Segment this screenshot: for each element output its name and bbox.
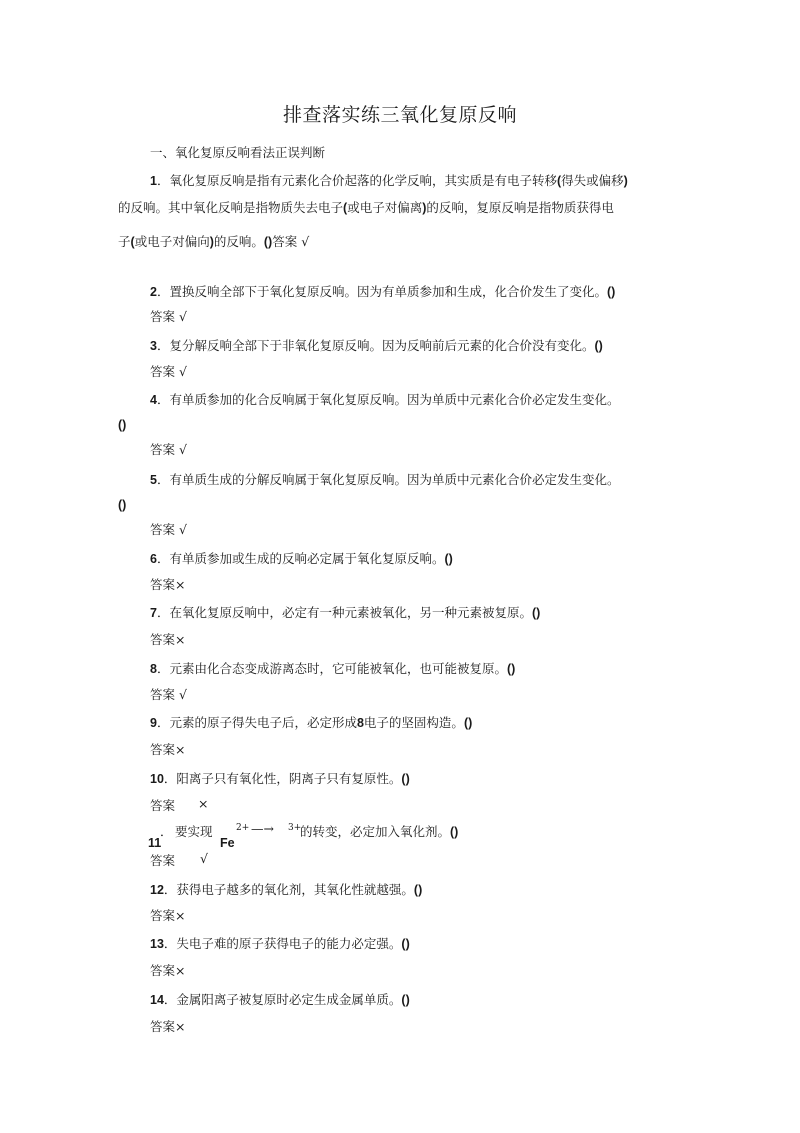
question-number: 13 (150, 937, 164, 951)
question-number: 5 (150, 473, 157, 487)
answer-7: 答案× (150, 632, 186, 647)
question-13: 13．失电子难的原子获得电子的能力必定强。() (150, 936, 410, 951)
answer-blank: () (118, 418, 127, 432)
answer-12: 答案× (150, 908, 186, 923)
answer-blank: () (118, 498, 127, 512)
question-11-sup-1: 2+ (236, 823, 250, 833)
question-9: 9．元素的原子得失电子后，必定形成8电子的坚固构造。() (150, 715, 473, 730)
question-1-line-2: 的反响。其中氧化反响是指物质失去电子(或电子对偏离)的反响，复原反响是指物质获得电 (118, 200, 614, 215)
answer-blank: () (531, 606, 541, 620)
section-heading: 一、氧化复原反响看法正误判断 (150, 145, 326, 160)
answer-blank: () (594, 339, 603, 353)
question-12: 12．获得电子越多的氧化剂，其氧化性就越强。() (150, 882, 423, 897)
answer-11-mark: √ (200, 851, 208, 866)
question-14: 14．金属阳离子被复原时必定生成金属单质。() (150, 992, 410, 1007)
question-number: 12 (150, 883, 164, 897)
question-6: 6．有单质参加或生成的反响必定属于氧化复原反响。() (150, 551, 453, 566)
answer-8: 答案 √ (150, 687, 187, 702)
question-number: 6 (150, 552, 157, 566)
question-5: 5．有单质生成的分解反响属于氧化复原反响。因为单质中元素化合价必定发生变化。 (150, 472, 620, 487)
question-number: 11 (148, 836, 162, 850)
question-number: 9 (150, 716, 157, 730)
answer-3: 答案 √ (150, 364, 187, 379)
question-number: 4 (150, 393, 157, 407)
question-number: 2 (150, 285, 157, 299)
answer-blank: () (506, 662, 516, 676)
question-number: 1 (150, 174, 157, 188)
answer-blank: () (413, 883, 423, 897)
page-title: 排查落实练三氧化复原反响 (282, 104, 517, 126)
answer-10-label: 答案 (150, 798, 176, 813)
question-number: 14 (150, 993, 164, 1007)
question-number: 10 (150, 772, 164, 786)
question-11-text-b: 的转变，必定加入氧化剂。() (300, 824, 459, 839)
answer-10-mark: × (198, 796, 209, 811)
answer-blank: () (401, 937, 410, 951)
question-number: 8 (150, 662, 157, 676)
question-10: 10．阳离子只有氧化性，阴离子只有复原性。() (150, 771, 410, 786)
answer-14: 答案× (150, 1019, 186, 1034)
answer-2: 答案 √ (150, 309, 187, 324)
answer-5: 答案 √ (150, 522, 187, 537)
question-number: 3 (150, 339, 157, 353)
question-11-text-a: 要实现 (175, 824, 213, 839)
question-11-sup-2: 3+ (288, 823, 302, 833)
question-1-line-1: 1．氧化复原反响是指有元素化合价起落的化学反响，其实质是有电子转移(得失或偏移) (150, 173, 628, 188)
answer-9: 答案× (150, 742, 186, 757)
answer-blank: () (463, 716, 473, 730)
question-3: 3．复分解反响全部下于非氧化复原反响。因为反响前后元素的化合价没有变化。() (150, 338, 603, 353)
question-2: 2．置换反响全部下于氧化复原反响。因为有单质参加和生成，化合价发生了变化。() (150, 284, 616, 299)
answer-blank: () (444, 552, 453, 566)
question-4: 4．有单质参加的化合反响属于氧化复原反响。因为单质中元素化合价必定发生变化。 (150, 392, 620, 407)
question-7: 7．在氧化复原反响中，必定有一种元素被氧化，另一种元素被复原。() (150, 605, 541, 620)
question-number: 7 (150, 606, 157, 620)
answer-blank: () (401, 772, 410, 786)
answer-13: 答案× (150, 963, 186, 978)
answer-blank: () (606, 285, 616, 299)
answer-11-label: 答案 (150, 853, 176, 868)
question-1-line-3: 子(或电子对偏向)的反响。()答案 √ (118, 234, 310, 249)
answer-6: 答案× (150, 577, 186, 592)
question-11-arrow: —→ (251, 821, 274, 836)
answer-4: 答案 √ (150, 442, 187, 457)
answer-blank: () (401, 993, 410, 1007)
question-8: 8．元素由化合态变成游离态时，它可能被氧化，也可能被复原。() (150, 661, 516, 676)
question-11-dot: ． (160, 824, 173, 839)
answer-blank: () (263, 235, 273, 249)
question-11-fe: Fe (220, 836, 235, 850)
answer-blank: () (450, 825, 459, 839)
answer: 答案 √ (272, 234, 310, 249)
